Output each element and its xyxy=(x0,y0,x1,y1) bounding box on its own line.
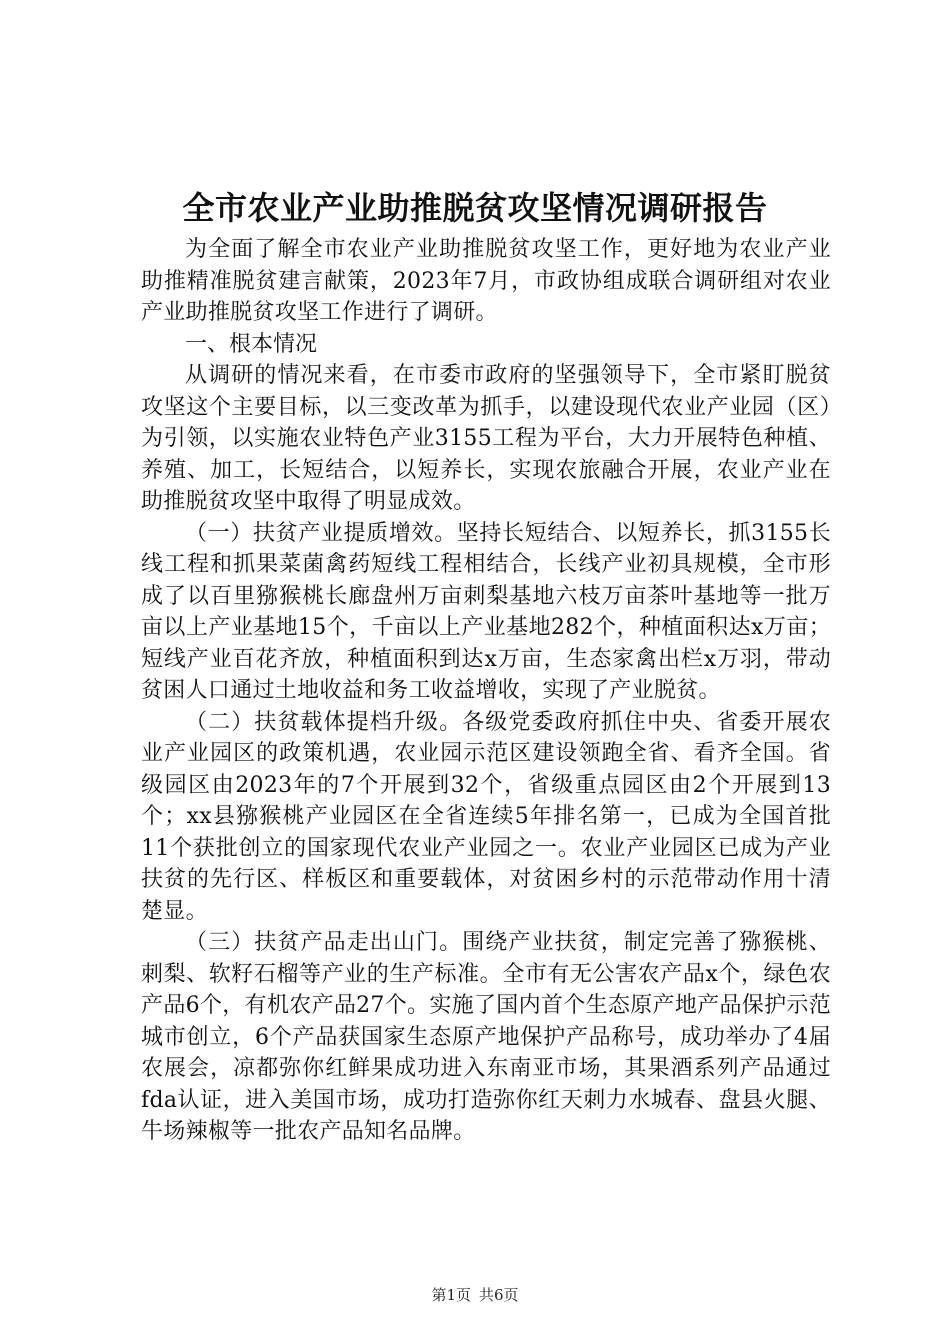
page-footer xyxy=(0,1285,950,1305)
overview-paragraph: 从调研的情况来看，在市委市政府的坚强领导下，全市紧盯脱贫攻坚这个主要目标，以三变改革为抓手，以建设现代农业产业园（区）为引领，以实施农业特色产业3155工程为平台，大力开展特色种植、养殖、加工，长短结合，以短养长，实现农旅融合开展，农业产业在助推脱贫攻坚中取得了明显成效。 xyxy=(141,363,831,514)
document-title: 全市农业产业助推脱贫攻坚情况调研报告 xyxy=(182,189,768,227)
document-body xyxy=(141,234,831,1148)
page-number: 第1页 xyxy=(431,1286,471,1304)
page-total: 共6页 xyxy=(479,1286,519,1304)
subsection-1-paragraph: （一）扶贫产业提质增效。坚持长短结合、以短养长，抓3155长线工程和抓果菜菌禽药短线工程相结合，长线产业初具规模，全市形成了以百里猕猴桃长廊盘州万亩刺梨基地六枝万亩茶叶基地等一批万亩以上产业基地15个，千亩以上产业基地282个，种植面积达x万亩；短线产业百花齐放，种植面积到达x万亩，生态家禽出栏x万羽，带动贫困人口通过土地收益和务工收益增收，实现了产业脱贫。 xyxy=(141,520,831,703)
subsection-2-paragraph: （二）扶贫载体提档升级。各级党委政府抓住中央、省委开展农业产业园区的政策机遇，农业园示范区建设领跑全省、看齐全国。省级园区由2023年的7个开展到32个，省级重点园区由2个开展到13个；xx县猕猴桃产业园区在全省连续5年排名第一，已成为全国首批11个获批创立的国家现代农业产业园之一。农业产业园区已成为产业扶贫的先行区、样板区和重要载体，对贫困乡村的示范带动作用十清楚显。 xyxy=(141,709,831,924)
subsection-3-paragraph: （三）扶贫产品走出山门。围绕产业扶贫，制定完善了猕猴桃、刺梨、软籽石榴等产业的生产标准。全市有无公害农产品x个，绿色农产品6个，有机农产品27个。实施了国内首个生态原产地产品保护示范城市创立，6个产品获国家生态原产地保护产品称号，成功举办了4届农展会，凉都弥你红鲜果成功进入东南亚市场，其果酒系列产品通过fda认证，进入美国市场，成功打造弥你红天刺力水城春、盘县火腿、牛场辣椒等一批农产品知名品牌。 xyxy=(141,930,831,1144)
intro-paragraph: 为全面了解全市农业产业助推脱贫攻坚工作，更好地为农业产业助推精准脱贫建言献策，2023年7月，市政协组成联合调研组对农业产业助推脱贫攻坚工作进行了调研。 xyxy=(141,237,831,325)
section-heading: 一、根本情况 xyxy=(185,331,318,357)
